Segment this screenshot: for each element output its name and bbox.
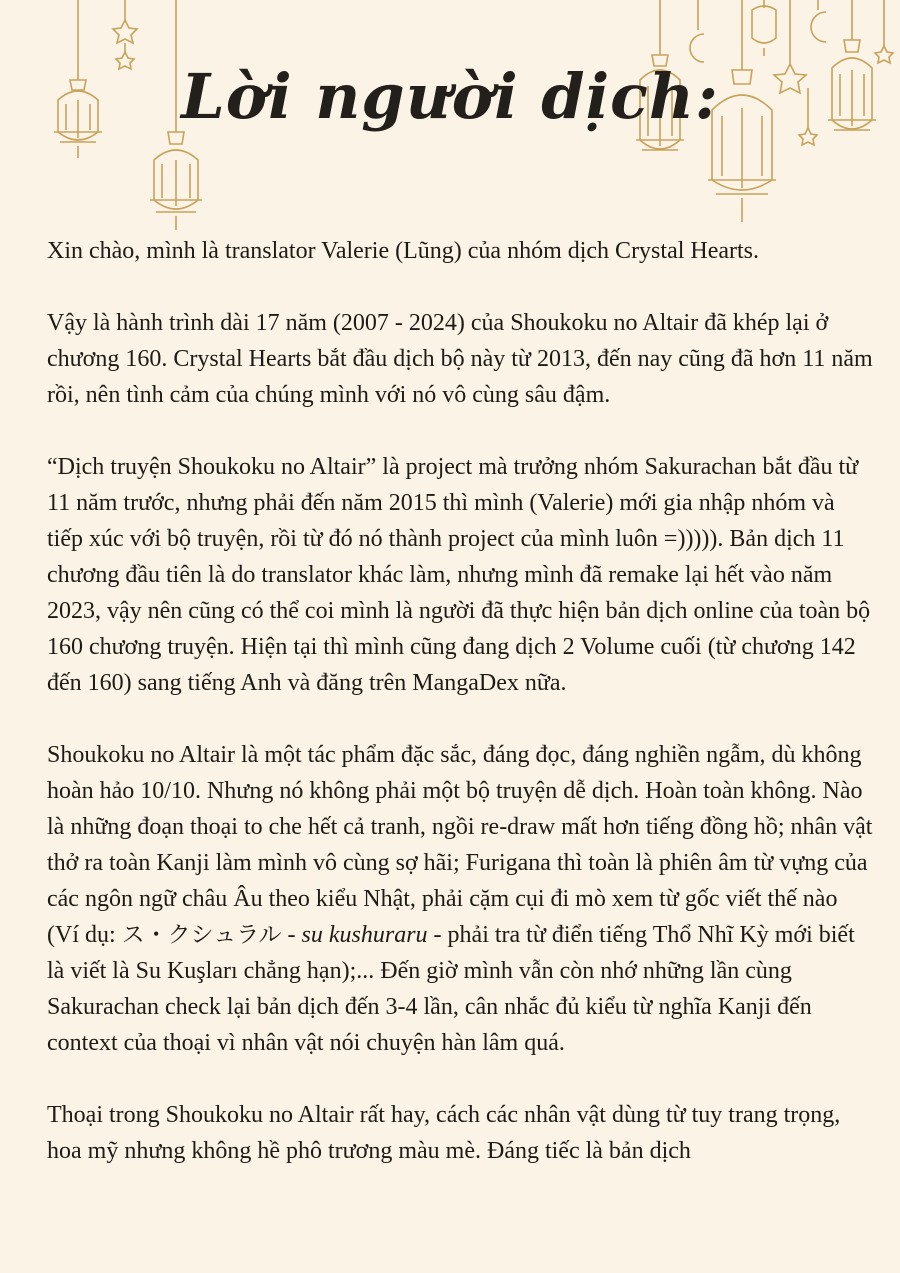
paragraph-dialogue: Thoại trong Shoukoku no Altair rất hay, cách các nhân vật dùng từ tuy trang trọng, hoa mỹ nhưng không hề phô trương màu mè. Đáng tiếc là bản dịch <box>47 1102 841 1164</box>
japanese-example: ス・クシュラル <box>121 922 282 948</box>
page-title: Lời người dịch: <box>181 60 719 133</box>
difficulty-dash: - <box>281 922 302 948</box>
star-icon <box>875 0 893 63</box>
crescent-moon-icon <box>690 0 704 62</box>
paragraph-difficulty <box>47 737 873 1061</box>
article-body <box>47 233 873 1205</box>
difficulty-text-c: - phải tra từ điển tiếng Thổ Nhĩ Kỳ mới biết là viết là Su Kuşları chẳng hạn);... Đến giờ mình vẫn còn nhớ những lần cùng Sakurachan check lại bản dịch đến 3-4 lần, cân nhắc đủ kiểu từ nghĩa Kanji đến context của thoại vì nhân vật nói chuyện hàn lâm quá. <box>47 922 855 1056</box>
crescent-moon-icon <box>811 0 826 42</box>
hanging-lantern-icon <box>752 0 776 56</box>
star-icon <box>113 0 137 69</box>
paragraph-journey: Vậy là hành trình dài 17 năm (2007 - 2024) của Shoukoku no Altair đã khép lại ở chương 160. Crystal Hearts bắt đầu dịch bộ này từ 2013, đến nay cũng đã hơn 11 năm rồi, nên tình cảm của chúng mình với nó vô cùng sâu đậm. <box>47 310 873 408</box>
romaji-example: su kushuraru <box>301 922 428 948</box>
difficulty-text-a: Shoukoku no Altair là một tác phẩm đặc sắc, đáng đọc, đáng nghiền ngẫm, dù không hoàn hảo 10/10. Nhưng nó không phải một bộ truyện dễ dịch. Hoàn toàn không. Nào là những đoạn thoại to che hết cả tranh, ngồi re-draw mất hơn tiếng đồng hồ; nhân vật thở ra toàn Kanji làm mình vô cùng sợ hãi; Furigana thì toàn là phiên âm từ vựng của các ngôn ngữ châu Âu theo kiểu Nhật, phải cặm cụi đi mò xem từ gốc viết thế nào (Ví dụ: <box>47 742 873 948</box>
paragraph-project-history: “Dịch truyện Shoukoku no Altair” là project mà trưởng nhóm Sakurachan bắt đầu từ 11 năm trước, nhưng phải đến năm 2015 thì mình (Valerie) mới gia nhập nhóm và tiếp xúc với bộ truyện, rồi từ đó nó thành project của mình luôn =))))). Bản dịch 11 chương đầu tiên là do translator khác làm, nhưng mình đã remake lại hết vào năm 2023, vậy nên cũng có thể coi mình là người đã thực hiện bản dịch online của toàn bộ 160 chương truyện. Hiện tại thì mình cũng đang dịch 2 Volume cuối (từ chương 142 đến 160) sang tiếng Anh và đăng trên MangaDex nữa. <box>47 454 871 696</box>
paragraph-greeting: Xin chào, mình là translator Valerie (Lũng) của nhóm dịch Crystal Hearts. <box>47 238 760 264</box>
